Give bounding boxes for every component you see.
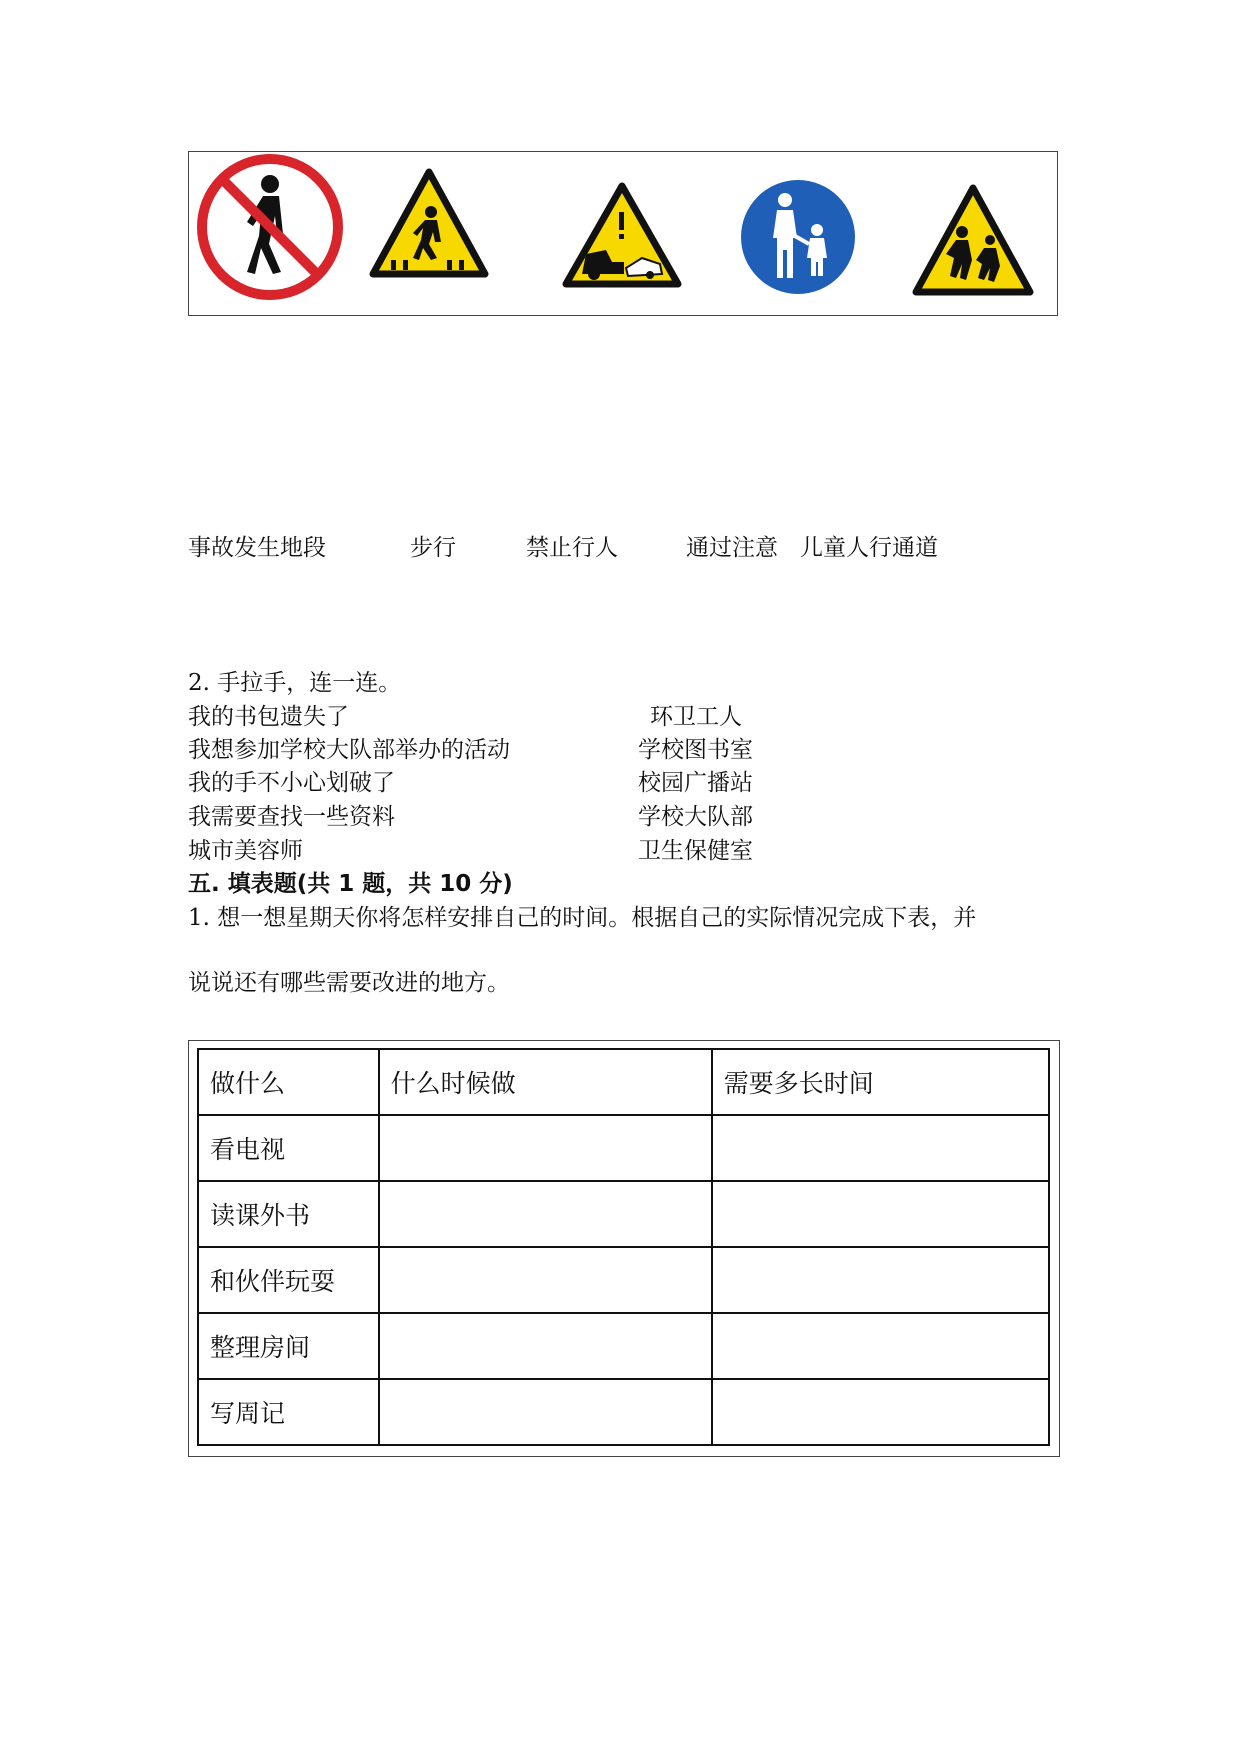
sign-label-no-pedestrians: 禁止行人 — [526, 535, 618, 561]
table-row — [198, 1379, 1049, 1445]
table-activity-cell: 写周记 — [198, 1379, 379, 1445]
duration-input-cell[interactable] — [712, 1379, 1049, 1445]
table-row — [198, 1313, 1049, 1379]
sign-label-children-crossing: 儿童人行通道 — [800, 535, 938, 561]
pedestrian-walkway-sign-icon — [739, 178, 857, 296]
table-activity-cell: 和伙伴玩耍 — [198, 1247, 379, 1313]
accident-zone-warning-sign-icon — [562, 182, 682, 290]
when-input-cell[interactable] — [379, 1181, 712, 1247]
match-right-item: 学校大队部 — [638, 804, 753, 830]
no-pedestrians-sign-icon — [197, 154, 343, 300]
table-header-cell: 什么时候做 — [379, 1049, 712, 1115]
match-right-item: 学校图书室 — [638, 737, 753, 763]
when-input-cell[interactable] — [379, 1379, 712, 1445]
question-2-title: 2. 手拉手，连一连。 — [188, 670, 402, 696]
traffic-signs-panel — [188, 151, 1058, 316]
table-row — [198, 1115, 1049, 1181]
table-row — [198, 1247, 1049, 1313]
match-right-item: 校园广播站 — [638, 770, 753, 796]
section-5-heading: 五. 填表题(共 1 题，共 10 分) — [188, 871, 513, 897]
table-header-cell: 需要多长时间 — [712, 1049, 1049, 1115]
match-left-item: 我想参加学校大队部举办的活动 — [188, 737, 510, 763]
table-activity-cell: 整理房间 — [198, 1313, 379, 1379]
question-1-text-line2: 说说还有哪些需要改进的地方。 — [188, 970, 510, 996]
match-left-item: 我的手不小心划破了 — [188, 770, 395, 796]
when-input-cell[interactable] — [379, 1247, 712, 1313]
match-right-item: 卫生保健室 — [638, 838, 753, 864]
when-input-cell[interactable] — [379, 1115, 712, 1181]
schedule-table-frame — [188, 1040, 1060, 1457]
question-1-text-line1: 1. 想一想星期天你将怎样安排自己的时间。根据自己的实际情况完成下表，并 — [188, 905, 977, 931]
duration-input-cell[interactable] — [712, 1115, 1049, 1181]
sign-label-walk: 步行 — [410, 535, 456, 561]
duration-input-cell[interactable] — [712, 1181, 1049, 1247]
sign-label-accident-zone: 事故发生地段 — [188, 535, 326, 561]
table-activity-cell: 读课外书 — [198, 1181, 379, 1247]
duration-input-cell[interactable] — [712, 1313, 1049, 1379]
match-left-item: 城市美容师 — [188, 838, 303, 864]
pedestrian-crossing-warning-sign-icon — [369, 168, 489, 280]
table-header-row — [198, 1049, 1049, 1115]
table-activity-cell: 看电视 — [198, 1115, 379, 1181]
table-row — [198, 1181, 1049, 1247]
match-left-item: 我的书包遗失了 — [188, 704, 349, 730]
schedule-table — [197, 1048, 1050, 1446]
table-header-cell: 做什么 — [198, 1049, 379, 1115]
sign-label-pass-with-caution: 通过注意 — [686, 535, 778, 561]
duration-input-cell[interactable] — [712, 1247, 1049, 1313]
match-right-item: 环卫工人 — [650, 704, 742, 730]
when-input-cell[interactable] — [379, 1313, 712, 1379]
match-left-item: 我需要查找一些资料 — [188, 804, 395, 830]
children-warning-sign-icon — [912, 184, 1034, 298]
